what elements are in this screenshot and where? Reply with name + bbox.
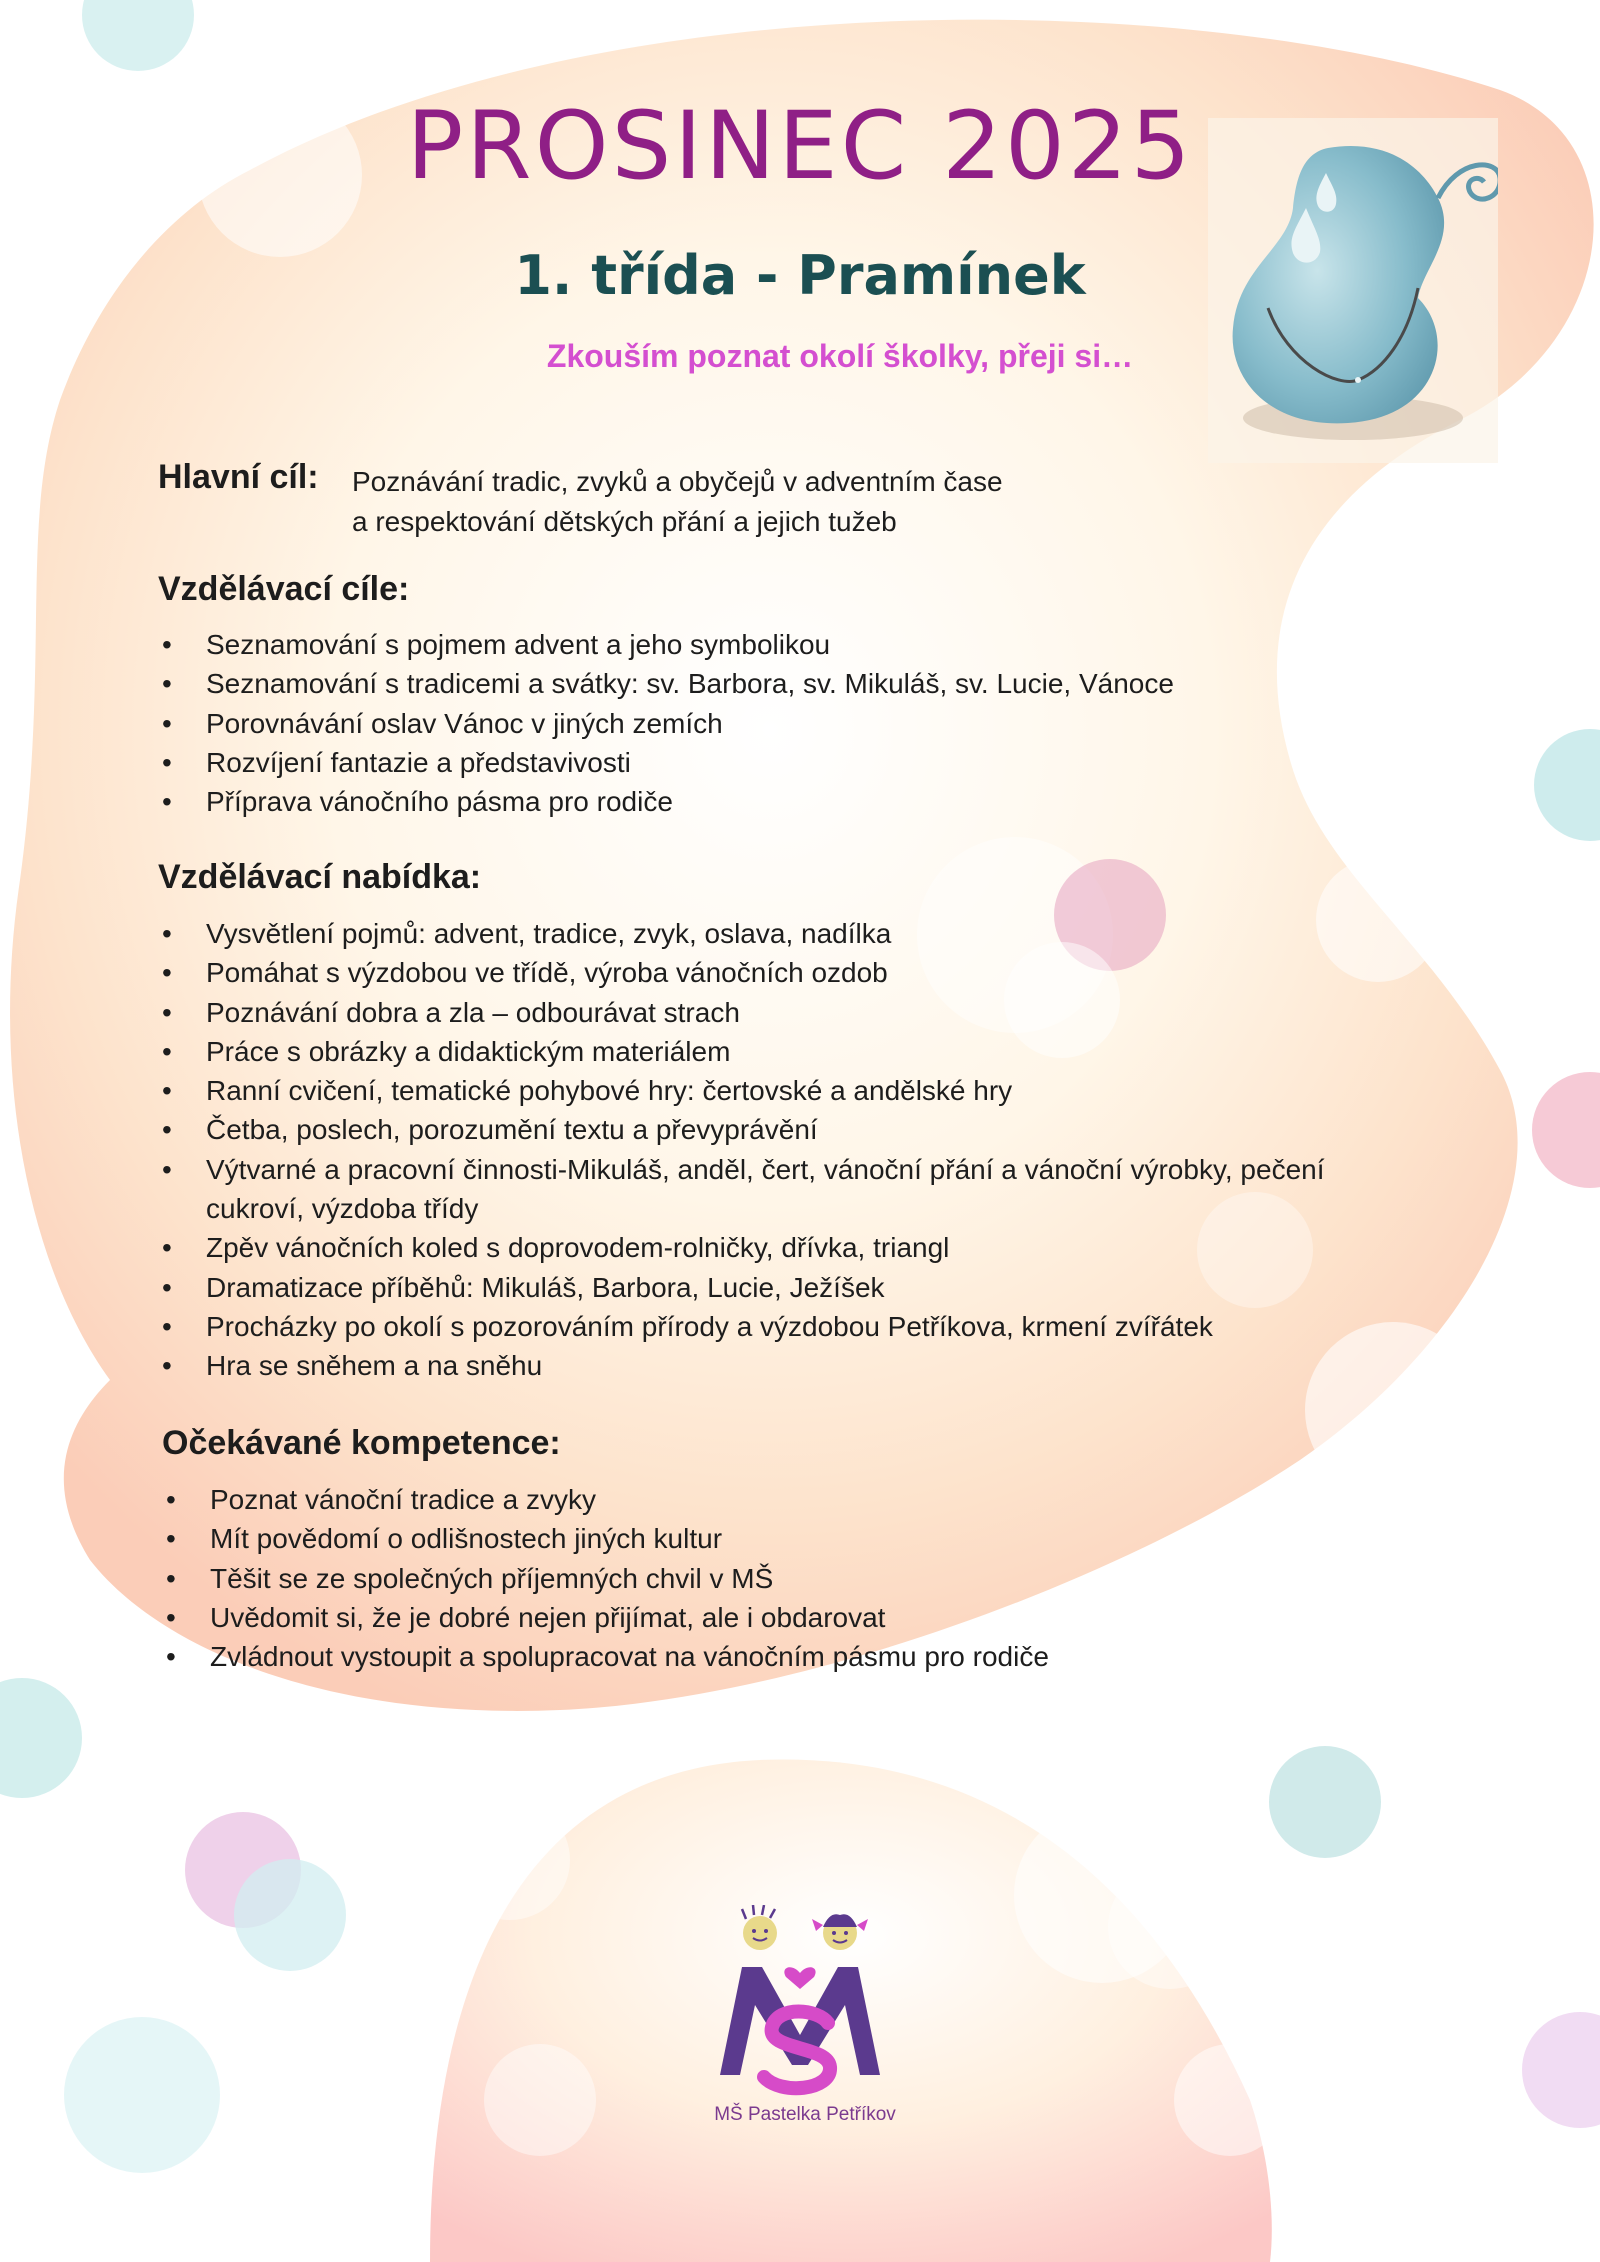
expected-competences-list [162,1480,1412,1676]
main-goal-text [352,462,1003,542]
list-item: • Hra se sněhem a na sněhu [158,1346,1408,1385]
list-item: • Dramatizace příběhů: Mikuláš, Barbora, Lucie, Ježíšek [158,1268,1408,1307]
list-item: • Výtvarné a pracovní činnosti-Mikuláš, anděl, čert, vánoční přání a vánoční výrobky, pečení cukroví, výzdoba třídy [158,1150,1408,1229]
list-item: • Zpěv vánočních koled s doprovodem-rolničky, dřívka, triangl [158,1228,1408,1267]
list-item: • Pomáhat s výzdobou ve třídě, výroba vánočních ozdob [158,953,1408,992]
main-goal-line: a respektování dětských přání a jejich tužeb [352,506,897,537]
list-item: • Poznat vánoční tradice a zvyky [162,1480,1412,1519]
list-item: • Vysvětlení pojmů: advent, tradice, zvyk, oslava, nadílka [158,914,1408,953]
list-item: • Zvládnout vystoupit a spolupracovat na vánočním pásmu pro rodiče [162,1637,1412,1676]
list-item: • Práce s obrázky a didaktickým materiálem [158,1032,1408,1071]
school-logo-icon [700,1905,910,2135]
list-item: • Ranní cvičení, tematické pohybové hry: čertovské a andělské hry [158,1071,1408,1110]
educational-goals-heading: Vzdělávací cíle: [158,570,410,608]
main-goal-line: Poznávání tradic, zvyků a obyčejů v adventním čase [352,466,1003,497]
list-item: • Seznamování s tradicemi a svátky: sv. Barbora, sv. Mikuláš, sv. Lucie, Vánoce [158,664,1408,703]
logo-caption: MŠ Pastelka Petříkov [714,2104,896,2125]
list-item: • Mít povědomí o odlišnostech jiných kultur [162,1519,1412,1558]
educational-offer-heading: Vzdělávací nabídka: [158,858,482,896]
list-item: • Porovnávání oslav Vánoc v jiných zemích [158,704,1408,743]
page-title: PROSINEC 2025 [406,92,1194,201]
class-name: 1. třída - Pramínek [514,244,1086,307]
motto: Zkouším poznat okolí školky, přeji si… [546,338,1134,374]
list-item: • Rozvíjení fantazie a představivosti [158,743,1408,782]
list-item: • Příprava vánočního pásma pro rodiče [158,782,1408,821]
list-item: • Těšit se ze společných příjemných chvil v MŠ [162,1559,1412,1598]
educational-goals-list [158,625,1408,821]
educational-offer-list [158,914,1408,1386]
list-item: • Seznamování s pojmem advent a jeho symbolikou [158,625,1408,664]
list-item: • Poznávání dobra a zla – odbourávat strach [158,993,1408,1032]
expected-competences-heading: Očekávané kompetence: [162,1424,561,1462]
list-item: • Uvědomit si, že je dobré nejen přijímat, ale i obdarovat [162,1598,1412,1637]
water-drop-mascot-icon [1208,118,1498,463]
list-item: • Četba, poslech, porozumění textu a převyprávění [158,1110,1408,1149]
main-goal-label: Hlavní cíl: [158,458,319,496]
list-item: • Procházky po okolí s pozorováním přírody a výzdobou Petříkova, krmení zvířátek [158,1307,1408,1346]
